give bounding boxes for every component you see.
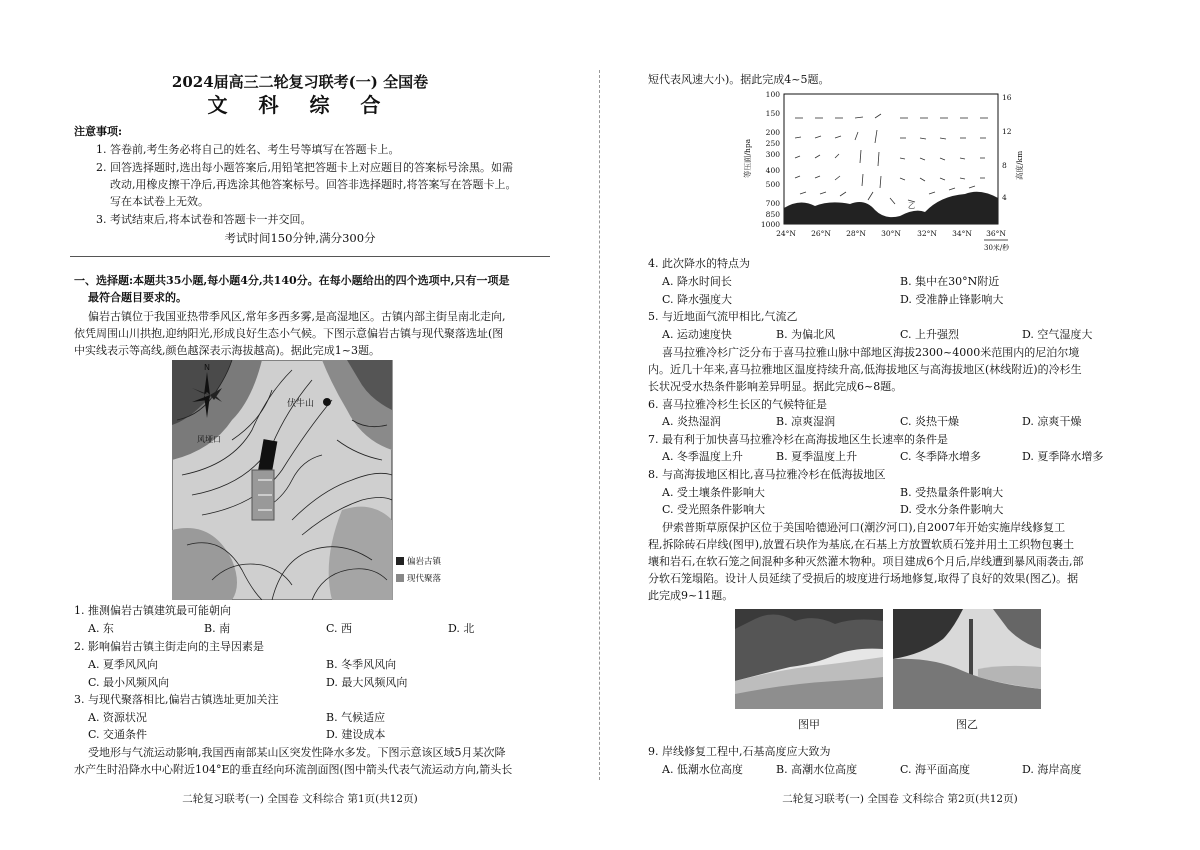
option-b: B. 气候适应 (326, 711, 386, 724)
option-d: D. 海岸高度 (1022, 763, 1082, 776)
notice-item: 改动,用橡皮擦干净后,再选涂其他答案标号。回答非选择题时,将答案写在答题卡上。 (110, 178, 517, 191)
contour-map (172, 360, 448, 600)
y-tick: 400 (765, 166, 780, 175)
option-a: A. 运动速度快 (662, 328, 732, 341)
option-c: C. 冬季降水增多 (900, 450, 982, 463)
question-stem: 3. 与现代聚落相比,偏岩古镇选址更加关注 (74, 693, 279, 706)
option-c: C. 最小风频风向 (88, 676, 170, 689)
exam-title: 2024届高三二轮复习联考(一) 全国卷 (171, 73, 429, 91)
option-a: A. 东 (88, 622, 114, 635)
y2-tick: 4 (1002, 193, 1007, 202)
x-tick: 30°N (881, 229, 901, 238)
option-b: B. 为偏北风 (776, 328, 836, 341)
passage-line: 偏岩古镇位于我国亚热带季风区,常年多西多雾,是高湿地区。古镇内部主街呈南北走向, (88, 310, 506, 323)
pass-label: 风垭口 (197, 435, 221, 444)
photo-figure-jia (735, 609, 883, 709)
section-heading-cont: 最符合题目要求的。 (88, 291, 187, 304)
page-2 (600, 0, 1200, 850)
circulation-chart (740, 88, 1040, 258)
y-tick: 1000 (760, 220, 780, 229)
passage-line: 伊索普斯草原保护区位于美国哈德逊河口(潮汐河口),自2007年开始实施岸线修复工 (662, 521, 1066, 534)
passage-line: 内。近几十年来,喜马拉雅地区温度持续升高,低海拔地区与高海拔地区(林线附近)的冷杉生 (648, 363, 1082, 376)
option-c: C. 降水强度大 (662, 293, 733, 306)
scale-label: 30米/秒 (984, 244, 1010, 252)
option-c: C. 海平面高度 (900, 763, 971, 776)
section-heading: 一、选择题:本题共35小题,每小题4分,共140分。在每小题给出的四个选项中,只有一项是 (74, 274, 510, 287)
y-tick: 250 (765, 139, 780, 148)
question-stem: 5. 与近地面气流甲相比,气流乙 (648, 310, 798, 323)
y-tick: 850 (765, 210, 780, 219)
question-stem: 2. 影响偏岩古镇主街走向的主导因素是 (74, 640, 264, 653)
x-tick: 24°N (776, 229, 796, 238)
photo-figure-yi (893, 609, 1041, 709)
north-label: N (204, 363, 210, 372)
y2-tick: 16 (1002, 93, 1012, 102)
option-c: C. 上升强烈 (900, 328, 960, 341)
legend-old-town: 偏岩古镇 (407, 557, 442, 567)
option-a: A. 降水时间长 (662, 275, 732, 288)
passage-line: 短代表风速大小)。据此完成4~5题。 (648, 73, 830, 86)
notice-item: 2. 回答选择题时,选出每小题答案后,用铅笔把答题卡上对应题目的答案标号涂黑。如需 (96, 161, 513, 174)
x-tick: 26°N (811, 229, 831, 238)
question-stem: 6. 喜马拉雅冷杉生长区的气候特征是 (648, 398, 827, 411)
y-tick: 500 (765, 180, 780, 189)
notice-heading: 注意事项: (74, 125, 123, 138)
divider-line (70, 256, 550, 257)
option-d: D. 凉爽干燥 (1022, 415, 1082, 428)
subject-title: 文 科 综 合 (207, 93, 393, 117)
exam-time: 考试时间150分钟,满分300分 (224, 231, 376, 245)
option-d: D. 最大风频风向 (326, 676, 408, 689)
y2-tick: 8 (1002, 161, 1007, 170)
option-a: A. 冬季温度上升 (662, 450, 743, 463)
passage-line: 程,拆除砖石岸线(图甲),放置石块作为基底,在石基上方放置软质石笼并用土工织物包裹土 (648, 538, 1075, 551)
question-stem: 1. 推测偏岩古镇建筑最可能朝向 (74, 604, 231, 617)
y2-tick: 12 (1002, 127, 1012, 136)
notice-item: 写在本试卷上无效。 (110, 195, 209, 208)
option-c: C. 西 (326, 622, 353, 635)
option-b: B. 集中在30°N附近 (900, 275, 1000, 288)
option-a: A. 低潮水位高度 (662, 763, 743, 776)
x-tick: 28°N (846, 229, 866, 238)
passage-line: 此完成9~11题。 (648, 589, 734, 602)
option-b: B. 受热量条件影响大 (900, 486, 1004, 499)
y-tick: 300 (765, 150, 780, 159)
option-d: D. 受准静止锋影响大 (900, 293, 1004, 306)
passage-line: 受地形与气流运动影响,我国西南部某山区突发性降水多发。下图示意该区域5月某次降 (88, 746, 506, 759)
option-b: B. 凉爽湿润 (776, 415, 836, 428)
caption-jia: 图甲 (798, 718, 820, 731)
option-c: C. 交通条件 (88, 728, 148, 741)
passage-line: 长状况受水热条件影响差异明显。据此完成6~8题。 (648, 380, 903, 393)
question-stem: 4. 此次降水的特点为 (648, 257, 750, 270)
caption-yi: 图乙 (956, 718, 978, 731)
question-stem: 7. 最有利于加快喜马拉雅冷杉在高海拔地区生长速率的条件是 (648, 433, 948, 446)
option-c: C. 受光照条件影响大 (662, 503, 766, 516)
x-tick: 34°N (952, 229, 972, 238)
x-tick: 32°N (917, 229, 937, 238)
y2-axis-label: 高度/km (1015, 150, 1024, 180)
question-stem: 9. 岸线修复工程中,石基高度应大致为 (648, 745, 831, 758)
legend-modern-settlement: 现代聚落 (407, 574, 442, 584)
option-b: B. 夏季温度上升 (776, 450, 858, 463)
label-yi: 乙 (908, 202, 915, 210)
notice-item: 1. 答卷前,考生务必将自己的姓名、考生号等填写在答题卡上。 (96, 143, 400, 156)
y-tick: 100 (765, 90, 780, 99)
passage-line: 喜马拉雅冷杉广泛分布于喜马拉雅山脉中部地区海拔2300~4000米范围内的尼泊尔境 (662, 346, 1080, 359)
option-d: D. 受水分条件影响大 (900, 503, 1004, 516)
passage-line: 壤和岩石,在软石笼之间混种多种灭然灌木物种。项目建成6个月后,岸线遭到暴风雨袭击,部 (648, 555, 1084, 568)
option-d: D. 北 (448, 622, 475, 635)
notice-item: 3. 考试结束后,将本试卷和答题卡一并交回。 (96, 213, 312, 226)
y-tick: 150 (765, 109, 780, 118)
option-b: B. 南 (204, 622, 231, 635)
y-axis-label: 等压面/hpa (743, 138, 752, 178)
option-d: D. 建设成本 (326, 728, 386, 741)
option-a: A. 资源状况 (88, 711, 147, 724)
option-a: A. 炎热湿润 (662, 415, 721, 428)
option-c: C. 炎热干燥 (900, 415, 960, 428)
x-tick: 36°N (986, 229, 1006, 238)
option-a: A. 夏季风风向 (88, 658, 158, 671)
question-stem: 8. 与高海拔地区相比,喜马拉雅冷杉在低海拔地区 (648, 468, 886, 481)
page-footer: 二轮复习联考(一) 全国卷 文科综合 第2页(共12页) (782, 793, 1018, 805)
passage-line: 水产生时沿降水中心附近104°E的垂直经向环流剖面图(图中箭头代表气流运动方向,箭头长 (74, 763, 513, 776)
passage-line: 中实线表示等高线,颜色越深表示海拔越高)。据此完成1~3题。 (74, 344, 381, 357)
page-footer: 二轮复习联考(一) 全国卷 文科综合 第1页(共12页) (182, 793, 418, 805)
mountain-label: 伏牛山 (287, 399, 315, 409)
passage-line: 分软石笼塌陷。设计人员延续了受损后的坡度进行场地修复,取得了良好的效果(图乙)。据 (648, 572, 1079, 585)
option-d: D. 夏季降水增多 (1022, 450, 1104, 463)
option-b: B. 高潮水位高度 (776, 763, 858, 776)
option-a: A. 受土壤条件影响大 (662, 486, 765, 499)
label-jia: 甲 (882, 206, 889, 214)
y-tick: 700 (765, 199, 780, 208)
y-tick: 200 (765, 128, 780, 137)
option-b: B. 冬季风风向 (326, 658, 397, 671)
passage-line: 依凭周围山川拱抱,迎纳阳光,形成良好生态小气候。下图示意偏岩古镇与现代聚落选址(图 (74, 327, 504, 340)
option-d: D. 空气湿度大 (1022, 328, 1093, 341)
